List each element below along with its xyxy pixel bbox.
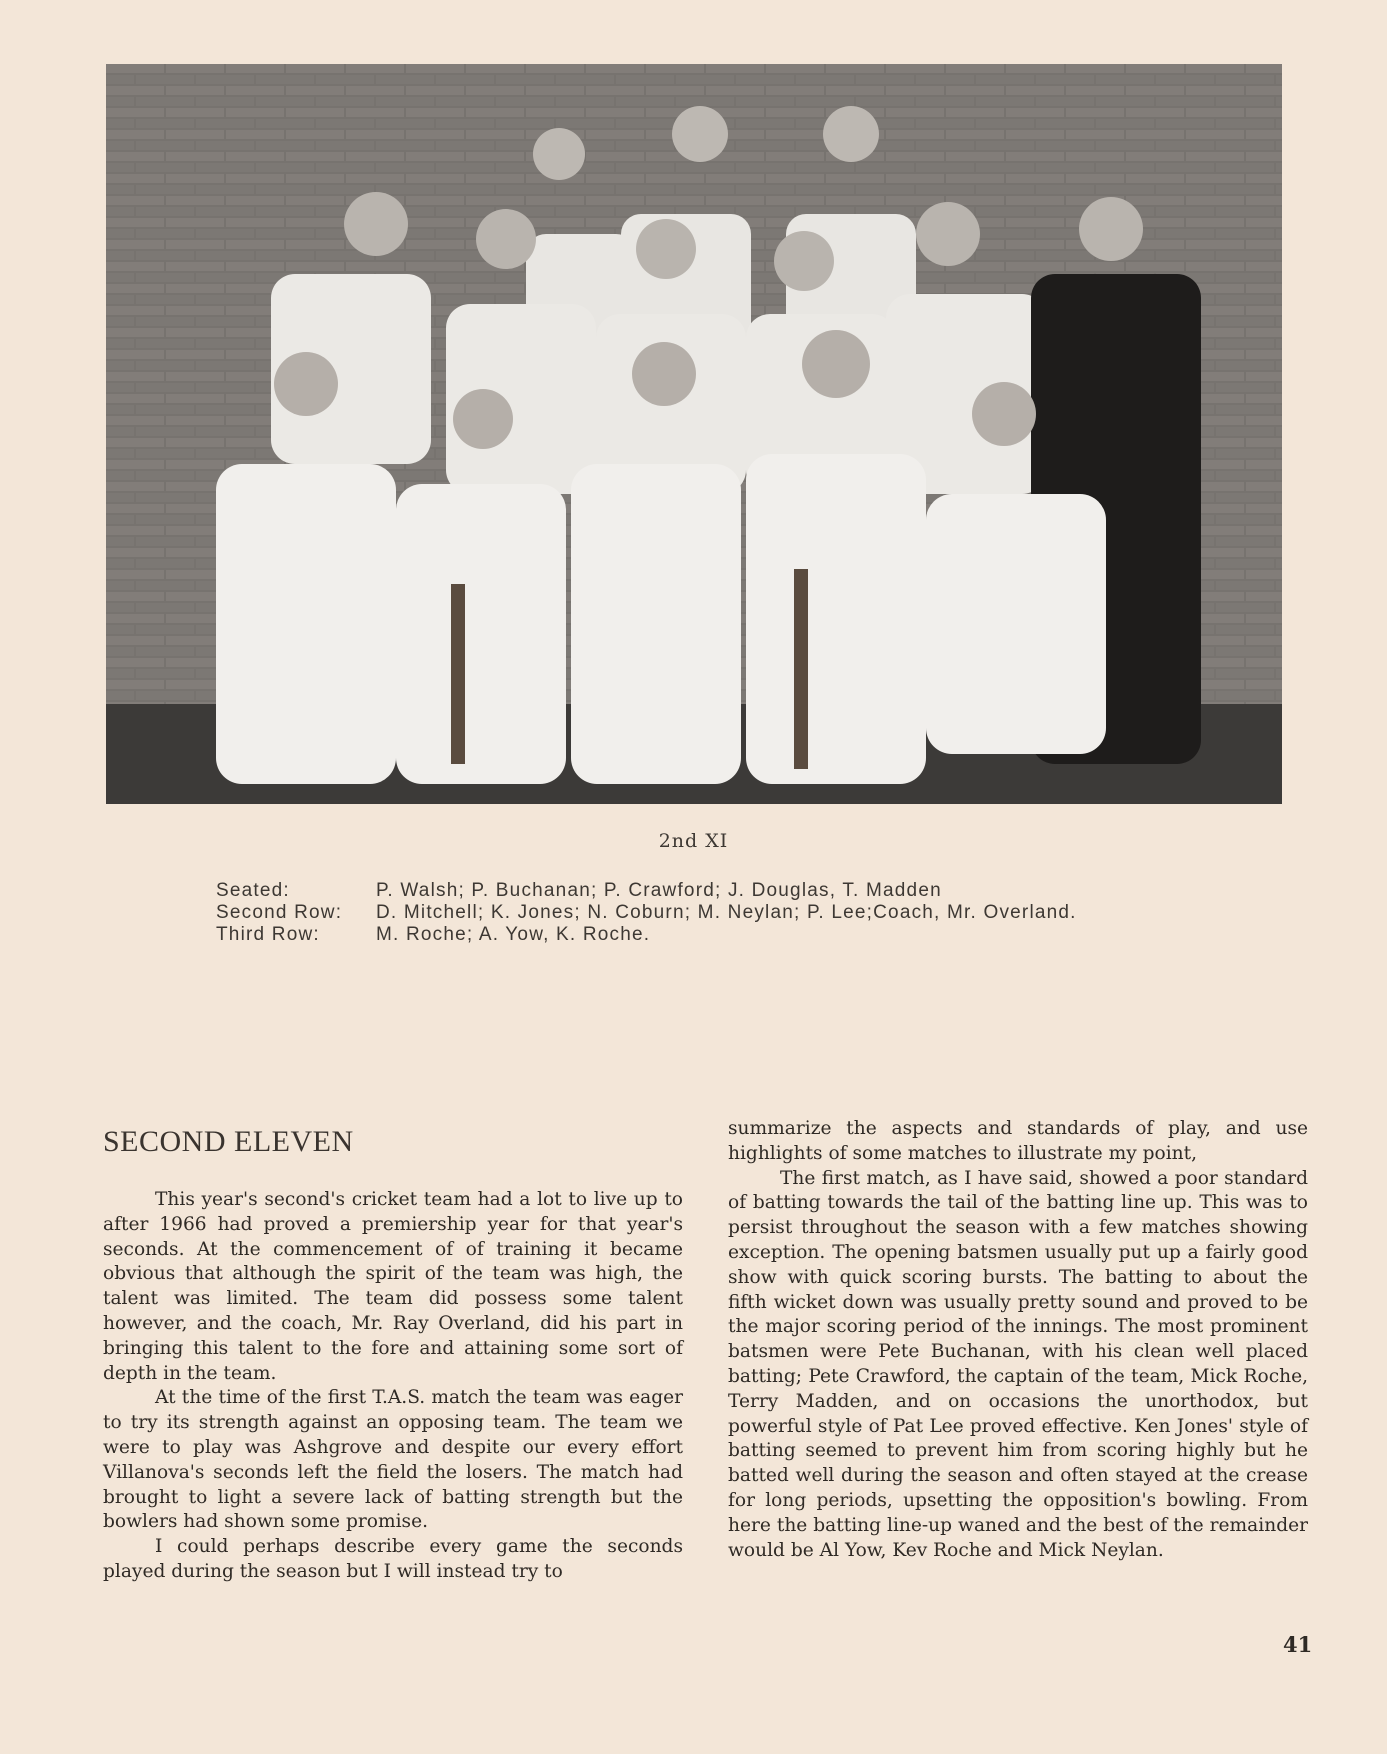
roster-names: D. Mitchell; K. Jones; N. Coburn; M. Neylan; P. Lee;Coach, Mr. Overland. [376, 902, 1077, 923]
roster-names: P. Walsh; P. Buchanan; P. Crawford; J. Douglas, T. Madden [376, 880, 942, 901]
roster-row-seated [216, 880, 1077, 902]
paragraph: I could perhaps describe every game the seconds played during the season but I will instead try to [103, 1536, 683, 1582]
roster-label: Second Row: [216, 902, 343, 923]
article-column-left [103, 1188, 683, 1585]
photo-caption: 2nd XI [658, 830, 729, 852]
paragraph: The first match, as I have said, showed a poor standard of batting towards the tail of the batting line up. This was to persist throughout the season with a few matches showing exception. The opening batsmen usually put up a fairly good show with quick scoring bursts. The batting to about the fifth wicket down was usually pretty sound and proved to be the major scoring period of the innings. The most prominent batsmen were Pete Buchanan, with his clean well placed batting; Pete Crawford, the captain of the team, Mick Roche, Terry Madden, and on occasions the unorthodox, but powerful style of Pat Lee proved effective. Ken Jones' style of batting seemed to prevent him from scoring highly but he batted well during the season and often stayed at the crease for long periods, upsetting the opposition's bowling. From here the batting line-up waned and the best of the remainder would be Al Yow, Kev Roche and Mick Neylan. [728, 1167, 1308, 1561]
paragraph: summarize the aspects and standards of play, and use highlights of some matches to illustrate my point, [728, 1118, 1308, 1164]
roster-label: Third Row: [216, 924, 320, 945]
paragraph: At the time of the first T.A.S. match the team was eager to try its strength against an opposing team. The team we were to play was Ashgrove and despite our every effort Villanova's seconds left the field the losers. The match had brought to light a severe lack of batting strength but the bowlers had shown some promise. [103, 1387, 683, 1533]
article-heading: SECOND ELEVEN [103, 1125, 354, 1158]
team-photo [106, 64, 1282, 804]
paragraph: This year's second's cricket team had a lot to live up to after 1966 had proved a premiership year for that year's seconds. At the commencement of of training it became obvious that although the spirit of the team was high, the talent was limited. The team did possess some talent however, and the coach, Mr. Ray Overland, did his part in bringing this talent to the fore and attaining some sort of depth in the team. [103, 1189, 683, 1384]
roster-names: M. Roche; A. Yow, K. Roche. [376, 924, 651, 945]
roster-list [216, 880, 1077, 946]
roster-row-second [216, 902, 1077, 924]
roster-label: Seated: [216, 880, 290, 901]
roster-row-third [216, 924, 1077, 946]
article-column-right [728, 1117, 1308, 1563]
page-number: 41 [1283, 1632, 1313, 1657]
